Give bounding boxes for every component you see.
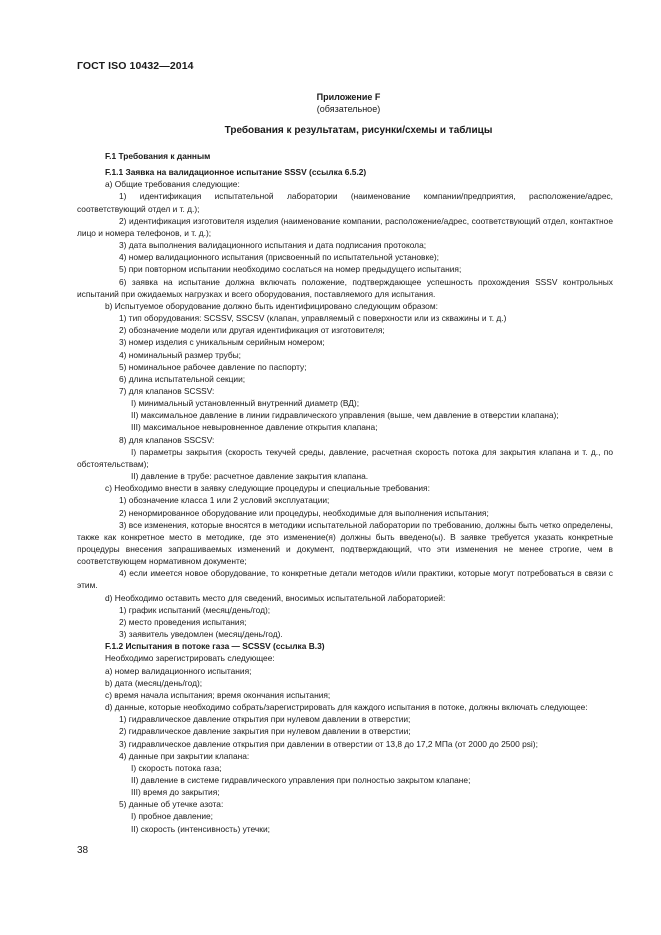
- list-item: III) время до закрытия;: [131, 787, 220, 798]
- list-item: d) Необходимо оставить место для сведений, вносимых испытательной лабораторией:: [105, 592, 446, 603]
- list-item: 5) данные об утечке азота:: [119, 799, 224, 810]
- paragraph: Необходимо зарегистрировать следующее:: [105, 653, 275, 664]
- list-item: b) дата (месяц/день/год);: [105, 677, 203, 688]
- list-item: 4) если имеется новое оборудование, то конкретные детали методов и/или практики, которые могут потребоваться в связи с этим.: [77, 568, 613, 591]
- list-item: 1) идентификация испытательной лаборатории (наименование компании/предприятия, расположение/адрес, соответствующий отдел и т. д.);: [77, 191, 613, 214]
- list-item: II) давление в трубе: расчетное давление закрытия клапана.: [131, 471, 369, 482]
- list-item: I) минимальный установленный внутренний диаметр (ВД);: [131, 398, 360, 409]
- list-item: 1) обозначение класса 1 или 2 условий эксплуатации;: [119, 495, 330, 506]
- list-item: 3) дата выполнения валидационного испытания и дата подписания протокола;: [119, 240, 427, 251]
- list-item: I) пробное давление;: [131, 811, 213, 822]
- list-item: 7) для клапанов SCSSV:: [119, 385, 215, 396]
- subsection-heading: F.1 Требования к данным: [105, 151, 211, 161]
- document-body: [77, 150, 613, 835]
- list-item: 5) номинальное рабочее давление по паспорту;: [119, 361, 307, 372]
- list-item: I) скорость потока газа;: [131, 762, 222, 773]
- list-item: 6) длина испытательной секции;: [119, 373, 246, 384]
- clause-heading: F.1.2 Испытания в потоке газа — SCSSV (ссылка B.3): [105, 641, 325, 652]
- page-number: 38: [77, 845, 89, 856]
- list-item: II) давление в системе гидравлического управления при полностью закрытом клапане;: [131, 774, 471, 785]
- list-item: 1) гидравлическое давление открытия при нулевом давлении в отверстии;: [119, 714, 411, 725]
- list-item: 4) номинальный размер трубы;: [119, 349, 241, 360]
- list-item: 3) гидравлическое давление открытия при давлении в отверстии от 13,8 до 17,2 МПа (от 2000 до 2500 psi);: [119, 738, 538, 749]
- list-item: 1) тип оборудования: SCSSV, SSCSV (клапан, управляемый с поверхности или из скважины и т. д.): [119, 313, 507, 324]
- list-item: c) время начала испытания; время окончания испытания;: [105, 689, 331, 700]
- list-item: II) максимальное давление в линии гидравлического управления (выше, чем давление в отверстии клапана);: [131, 410, 559, 421]
- list-item: 8) для клапанов SSCSV:: [119, 434, 215, 445]
- list-item: 4) номер валидационного испытания (присвоенный по испытательной установке);: [119, 252, 440, 263]
- list-item: 2) обозначение модели или другая идентификация от изготовителя;: [119, 325, 385, 336]
- list-item: c) Необходимо внести в заявку следующие процедуры и специальные требования:: [105, 483, 430, 494]
- list-item: 3) заявитель уведомлен (месяц/день/год).: [119, 629, 283, 640]
- list-item: III) максимальное невыровненное давление открытия клапана;: [131, 422, 378, 433]
- list-item: 3) номер изделия с уникальным серийным номером;: [119, 337, 325, 348]
- list-item: 2) место проведения испытания;: [119, 616, 247, 627]
- list-item: 1) график испытаний (месяц/день/год);: [119, 604, 271, 615]
- list-item: b) Испытуемое оборудование должно быть идентифицировано следующим образом:: [105, 300, 438, 311]
- list-item: 4) данные при закрытии клапана:: [119, 750, 250, 761]
- annex-title: Приложение F: [316, 92, 381, 102]
- list-item: а) Общие требования следующие:: [105, 179, 240, 190]
- list-item: 3) все изменения, которые вносятся в методики испытательной лаборатории по требованию, должны быть четко определены, также как конкретное место в методике, где это изменение(я) должны быть введено(ы). В заявке требуется указать конкретные процедуры внесения запрашиваемых изменений и документ, подтверждающий, что эти изменения не менее строгие, чем в соответствующем нормативном документе;: [77, 519, 613, 567]
- list-item: 5) при повторном испытании необходимо сослаться на номер предыдущего испытания;: [119, 264, 462, 275]
- list-item: II) скорость (интенсивность) утечки;: [131, 823, 270, 834]
- list-item: d) данные, которые необходимо собрать/зарегистрировать для каждого испытания в потоке, должны включать следующее:: [105, 702, 588, 713]
- clause-heading: F.1.1 Заявка на валидационное испытание SSSV (ссылка 6.5.2): [105, 167, 367, 178]
- list-item: 2) ненормированное оборудование или процедуры, необходимые для выполнения испытания;: [119, 507, 489, 518]
- list-item: 2) идентификация изготовителя изделия (наименование компании, расположение/адрес, соответствующий отдел, контактное лицо и номера телефонов, и т. д.);: [77, 215, 613, 238]
- annex-status: (обязательное): [316, 104, 381, 114]
- document-header: ГОСТ ISO 10432—2014: [77, 60, 194, 72]
- section-title: Требования к результатам, рисунки/схемы и таблицы: [224, 125, 493, 136]
- list-item: 2) гидравлическое давление закрытия при нулевом давлении в отверстии;: [119, 726, 411, 737]
- list-item: I) параметры закрытия (скорость текучей среды, давление, расчетная скорость потока для закрытия клапана и т. д., по обстоятельствам);: [77, 446, 613, 469]
- list-item: a) номер валидационного испытания;: [105, 665, 252, 676]
- list-item: 6) заявка на испытание должна включать положение, подтверждающее успешность прохождения SSSV контрольных испытаний при ожидаемых нагрузках и всего оборудования, поставляемого для испытания.: [77, 276, 613, 299]
